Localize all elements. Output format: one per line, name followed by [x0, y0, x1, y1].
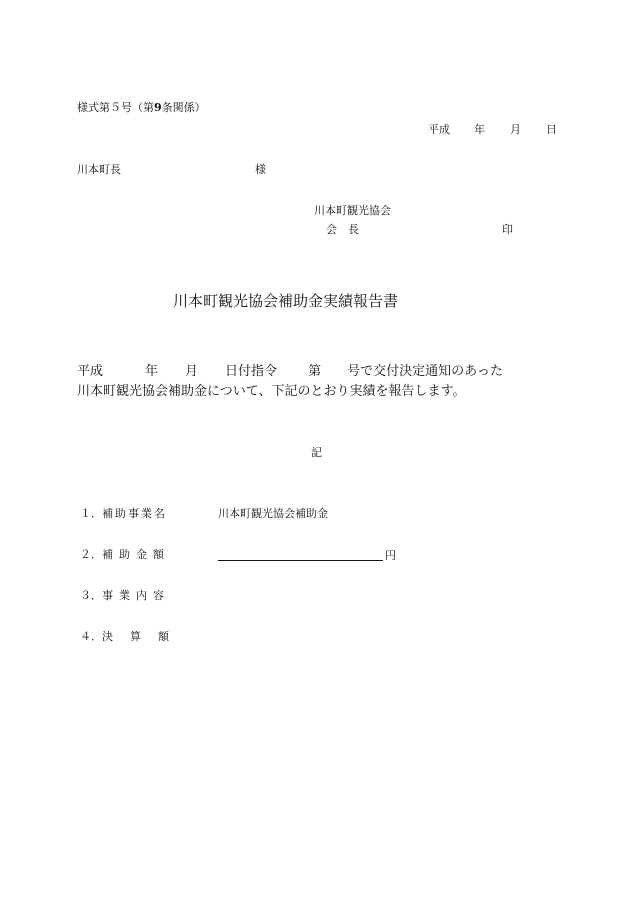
date-year: 年: [474, 123, 485, 136]
body-dai: 第: [308, 364, 322, 379]
body-line-1: [77, 365, 503, 378]
item-2: [80, 549, 170, 560]
addressee-honorific: 様: [255, 163, 266, 176]
item-4: [80, 631, 186, 642]
item-number: ２．: [80, 548, 102, 561]
amount-unit: 円: [385, 549, 396, 562]
sender-org: 川本町観光協会: [314, 204, 391, 217]
body-line-2: 川本町観光協会補助金について、下記のとおり実績を報告します。: [77, 384, 466, 399]
date-era: 平成: [428, 123, 450, 136]
item-1-value: 川本町観光協会補助金: [218, 507, 328, 520]
body-directive: 日付指令: [225, 364, 278, 379]
body-month: 月: [185, 364, 199, 379]
ki-mark: 記: [311, 446, 322, 459]
item-1: [80, 508, 167, 519]
date-month: 月: [510, 123, 521, 136]
document-title: 川本町観光協会補助金実績報告書: [173, 292, 399, 310]
item-number: ４．: [80, 630, 102, 643]
item-2-amount: [218, 549, 396, 561]
form-number: [77, 102, 206, 113]
form-number-article: 9: [154, 101, 162, 114]
item-number: ３．: [80, 589, 102, 602]
item-label: 補助金額: [102, 548, 170, 561]
item-number: １．: [80, 507, 102, 520]
date-line: [428, 124, 557, 135]
item-label: 決算額: [102, 630, 186, 643]
item-label: 事業内容: [102, 589, 170, 602]
item-label: 補助事業名: [102, 507, 167, 520]
seal-mark: 印: [502, 223, 513, 236]
body-year: 年: [145, 364, 159, 379]
sender-title: 会 長: [326, 223, 359, 236]
form-number-prefix: 様式第５号（第: [77, 101, 154, 114]
body-era: 平成: [77, 364, 104, 379]
amount-blank-line: [218, 549, 383, 561]
form-number-suffix: 条関係）: [161, 101, 206, 114]
item-3: [80, 590, 170, 601]
date-day: 日: [546, 123, 557, 136]
addressee-name: 川本町長: [77, 163, 121, 176]
body-notice-text: 号で交付決定通知のあった: [347, 364, 503, 379]
